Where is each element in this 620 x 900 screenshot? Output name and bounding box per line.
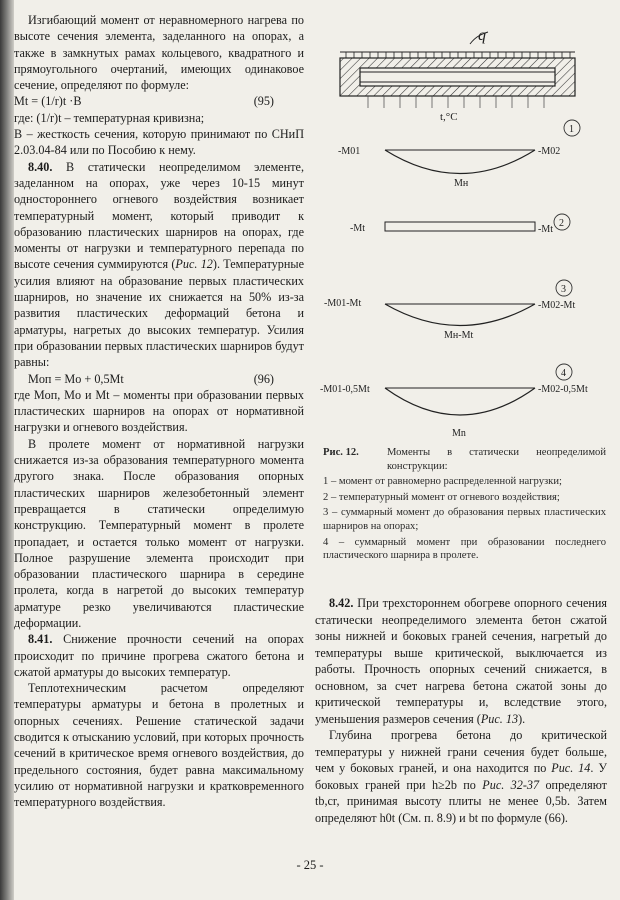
moment-diagram-4 xyxy=(320,364,588,439)
section-8-41-text: Снижение прочности сечений на опорах происходит по причине прогрева сжатого бетона и сжатой арматуры до высоких температур. xyxy=(14,632,305,679)
diagram-2-number: 2 xyxy=(559,218,564,229)
left-column xyxy=(14,12,304,811)
section-8-42 xyxy=(315,595,607,727)
page-number: - 25 - xyxy=(296,858,324,872)
diagram-4-bottom-label: Mn xyxy=(452,428,466,439)
caption-item-3: 3 – суммарный момент до образования первых пластических шарниров на опорах; xyxy=(323,507,606,532)
slab-drawing xyxy=(340,27,575,123)
diagram-4-left-label: -M01-0,5Mt xyxy=(320,384,370,395)
diagram-3-number: 3 xyxy=(561,284,566,295)
diagram-3-left-label: -M01-Mt xyxy=(324,298,362,309)
diagram-3-bottom-label: Mн-Mt xyxy=(444,330,474,341)
paragraph-span-moment: В пролете момент от нормативной нагрузки снижается из-за образования температурного момента другого знака. После образования опорных пластических шарниров железобетонный элемент превращается в статически определимую конструкцию. Температурный момент в пролете пропадает, и остается только момент от нагрузки. Полное разрушение элемента происходит при образовании пластического шарнира в середине пролета, когда в нагретой до высоких температур арматуре резко увеличиваются пластические деформации. xyxy=(14,436,304,630)
section-8-41-number: 8.41. xyxy=(28,632,53,647)
formula-95-text: Mt = (1/r)t ·B xyxy=(14,94,82,109)
diagram-4-number: 4 xyxy=(561,368,566,379)
section-8-40-number: 8.40. xyxy=(28,159,53,174)
figure-12-diagrams xyxy=(320,22,610,442)
formula-96-text: Mоп = Mо + 0,5Mt xyxy=(28,371,124,386)
figure-32-37-reference: Рис. 32-37 xyxy=(482,777,540,792)
section-8-42-number: 8.42. xyxy=(329,596,354,610)
section-8-40-tail: ). Температурные усилия влияют на образование первых пластических шарниров, но значение их снижается на 50% из-за развития пластических деформаций бетона и арматуры, нагретых до высоких температур. Усилия при образовании первых пластических шарниров будут равны: xyxy=(14,257,304,370)
paragraph-moment-intro: Изгибающий момент от неравномерного нагрева по высоте сечения элемента, заделанного на опорах, а также в замкнутых рамах кольцевого, квадратного и прямоугольного очертаний, имеющих одинаковое сечение, определяют по формуле: xyxy=(14,13,304,93)
figure-12-caption xyxy=(323,446,606,563)
right-column xyxy=(315,595,607,826)
paragraph-thermal-calc: Теплотехническим расчетом определяют температуры арматуры и бетона в пролетных и опорных сечениях. Решение статической задачи сводится к отысканию условий, при которых прочность сечений в критическое время огневого воздействия, до предельного состояния, будет равна максимальному усилию от нормативной нагрузки и кратковременного температурного воздействия. xyxy=(14,681,304,810)
heating-depth-text-b: . У боковых граней при h≥2b по xyxy=(315,761,607,792)
diagram-2-left-label: -Mt xyxy=(350,223,365,234)
diagram-1-number: 1 xyxy=(569,124,574,135)
where-moments: где Mоп, Mо и Mt – моменты при образовании первых пластических шарниров на опорах от нормативной нагрузки и огневого воздействия. xyxy=(14,387,304,435)
caption-item-1: 1 – момент от равномерно распределенной нагрузки; xyxy=(323,476,562,488)
figure-12-reference: Рис. 12 xyxy=(175,257,213,272)
moment-diagram-1 xyxy=(338,120,580,189)
caption-title: Моменты в статически неопределимой конструкции: xyxy=(387,447,606,472)
section-8-42-tail: ). xyxy=(518,711,526,726)
diagram-1-left-label: -M01 xyxy=(338,146,361,157)
formula-96 xyxy=(14,371,304,387)
diagram-1-right-label: -M02 xyxy=(538,146,561,157)
fire-temperature-label: t,°C xyxy=(440,111,458,123)
diagram-3-right-label: -M02-Mt xyxy=(538,300,576,311)
load-q-label: q xyxy=(478,27,486,44)
moment-diagram-3 xyxy=(324,280,575,341)
figure-14-reference: Рис. 14 xyxy=(551,761,591,775)
formula-96-number: (96) xyxy=(253,371,274,386)
heating-depth-text-a: Глубина прогрева бетона до критической температуры у нижней грани сечения будет больше, чем у боковых граней, и она находится по xyxy=(315,728,607,775)
caption-item-4: 4 – суммарный момент при образовании последнего пластического шарнира в пролете. xyxy=(323,536,606,562)
formula-95-number: (95) xyxy=(253,94,274,109)
section-8-41 xyxy=(14,631,304,680)
section-8-40 xyxy=(14,159,304,371)
diagram-4-right-label: -M02-0,5Mt xyxy=(538,384,588,395)
figure-13-reference: Рис. 13 xyxy=(480,711,519,726)
section-8-42-text: При трехстороннем обогреве опорного сечения статически неопределимого элемента бетон сжатой зоны нижней и боковых граней сечения, нагретый до температуры выше критической, выключается из работы. Прочность опорных сечений снижается, в основном, за счет нагрева бетона сжатой зоны до критической температуры и, вследствие этого, уменьшения размеров сечения ( xyxy=(315,596,608,726)
where-curvature: где: (1/r)t – температурная кривизна; xyxy=(14,110,205,125)
moment-diagram-2 xyxy=(350,214,570,235)
page-binding-shadow xyxy=(0,0,14,900)
diagram-1-bottom-label: Mн xyxy=(454,178,469,189)
where-stiffness: B – жесткость сечения, которую принимают по СНиП 2.03.04-84 или по Пособию к нему. xyxy=(14,127,304,158)
diagram-2-right-label: -Mt xyxy=(538,224,553,235)
heating-depth-text-c: определяют tb,cr, принимая высоту плиты не менее 0,5b. Затем определяют h0t (См. п. 8.9) и bt по формуле (66). xyxy=(315,777,607,825)
caption-label: Рис. 12. xyxy=(323,447,359,458)
paragraph-heating-depth xyxy=(315,727,607,826)
caption-item-2: 2 – температурный момент от огневого воздействия; xyxy=(323,491,560,503)
formula-95 xyxy=(14,93,304,109)
section-8-40-text: В статически неопределимом элементе, заделанном на опорах, уже через 10-15 минут одностороннего огневого воздействия возникает температурный момент, который приводит к образованию пластических шарниров на опорах, где моменты от нагрузки и температурного перепада по высоте сечения суммируются ( xyxy=(14,159,304,272)
